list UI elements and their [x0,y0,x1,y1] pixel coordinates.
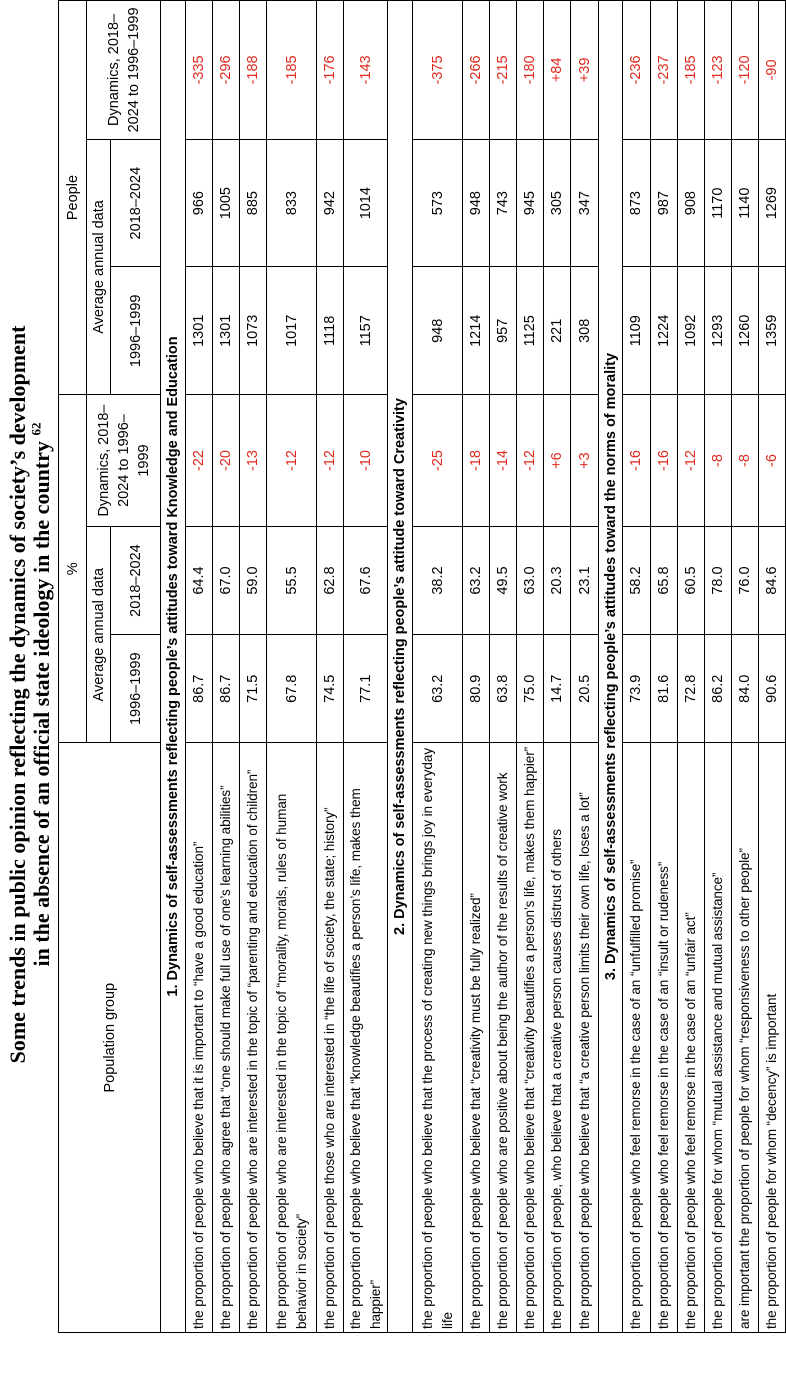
people-period2-cell: 347 [571,139,598,267]
percent-period1-cell: 84.0 [731,635,758,743]
people-period1-cell: 1109 [623,267,650,395]
people-period1-cell: 221 [544,267,571,395]
table-row [212,1,239,1333]
percent-period2-cell: 67.0 [212,526,239,634]
population-group-cell: the proportion of people who believe that “creativity must be fully realized” [463,743,490,1333]
people-period1-cell: 1359 [758,267,785,395]
people-dynamics-cell: +39 [571,1,598,140]
percent-period1-cell: 77.1 [344,635,388,743]
people-period1-cell: 1293 [704,267,731,395]
percent-dynamics-cell: -16 [650,395,677,527]
table-body [161,1,786,1333]
percent-period2-cell: 49.5 [490,526,517,634]
population-group-cell: the proportion of people for whom “decency” is important [758,743,785,1333]
percent-dynamics-cell: -14 [490,395,517,527]
people-dynamics-cell: -143 [344,1,388,140]
table-row [344,1,388,1333]
percent-period2-cell: 84.6 [758,526,785,634]
percent-period1-cell: 81.6 [650,635,677,743]
people-period2-cell: 573 [413,139,463,267]
people-dynamics-cell: -266 [463,1,490,140]
people-period2-cell: 1005 [212,139,239,267]
table-row [517,1,544,1333]
table-row [463,1,490,1333]
percent-average-annual-header: Average annual data [87,526,111,742]
section-title: 1. Dynamics of self-assessments reflecting people’s attitudes toward Knowledge and Education [161,1,186,1333]
percent-header: % [59,395,87,743]
population-group-cell: the proportion of people who believe that “creativity beautifies a person’s life, makes them happier” [517,743,544,1333]
table-row [490,1,517,1333]
population-group-cell: the proportion of people who feel remorse in the case of an “insult or rudeness” [650,743,677,1333]
people-period2-header: 2018–2024 [111,139,161,267]
percent-dynamics-cell: -13 [240,395,267,527]
table-row [185,1,212,1333]
people-period1-cell: 1214 [463,267,490,395]
percent-dynamics-cell: -25 [413,395,463,527]
percent-dynamics-cell: -12 [316,395,343,527]
percent-period2-cell: 62.8 [316,526,343,634]
people-period2-cell: 1014 [344,139,388,267]
population-group-cell: the proportion of people who believe that “a creative person limits their own life, loses a lot” [571,743,598,1333]
percent-period1-cell: 86.2 [704,635,731,743]
percent-dynamics-cell: -20 [212,395,239,527]
percent-period1-cell: 14.7 [544,635,571,743]
population-group-cell: the proportion of people who feel remorse in the case of an “unfulfilled promise” [623,743,650,1333]
people-period2-cell: 908 [677,139,704,267]
percent-period1-header: 1996–1999 [111,635,161,743]
percent-dynamics-cell: -18 [463,395,490,527]
people-dynamics-cell: -180 [517,1,544,140]
percent-period1-cell: 67.8 [267,635,317,743]
percent-period2-header: 2018–2024 [111,526,161,634]
percent-dynamics-header: Dynamics, 2018–2024 to 1996–1999 [87,395,161,527]
people-dynamics-header: Dynamics, 2018–2024 to 1996–1999 [87,1,161,140]
people-period1-cell: 1224 [650,267,677,395]
percent-dynamics-cell: -16 [623,395,650,527]
people-period2-cell: 942 [316,139,343,267]
percent-period2-cell: 67.6 [344,526,388,634]
people-dynamics-cell: -236 [623,1,650,140]
percent-period2-cell: 59.0 [240,526,267,634]
people-period2-cell: 833 [267,139,317,267]
population-group-cell: the proportion of people who are interested in the topic of “morality, morals, rules of human behavior in society” [267,743,317,1333]
percent-dynamics-cell: -8 [731,395,758,527]
percent-period2-cell: 55.5 [267,526,317,634]
section-header-row [388,1,413,1333]
table-row [623,1,650,1333]
people-period1-cell: 948 [413,267,463,395]
people-period2-cell: 987 [650,139,677,267]
percent-period2-cell: 60.5 [677,526,704,634]
people-period2-cell: 885 [240,139,267,267]
population-group-cell: the proportion of people those who are interested in “the life of society, the state; history” [316,743,343,1333]
percent-period2-cell: 78.0 [704,526,731,634]
table-row [240,1,267,1333]
population-group-header: Population group [59,743,161,1333]
section-header-row [161,1,186,1333]
percent-period1-cell: 71.5 [240,635,267,743]
percent-period2-cell: 63.0 [517,526,544,634]
people-period2-cell: 948 [463,139,490,267]
population-group-cell: the proportion of people, who believe that a creative person causes distrust of others [544,743,571,1333]
percent-period2-cell: 65.8 [650,526,677,634]
percent-dynamics-cell: -12 [677,395,704,527]
people-header: People [59,1,87,395]
footnote-marker: 62 [28,422,44,436]
population-group-cell: the proportion of people for whom “mutual assistance and mutual assistance” [704,743,731,1333]
section-title: 2. Dynamics of self-assessments reflecting people’s attitude toward Creativity [388,1,413,1333]
people-period1-cell: 1301 [185,267,212,395]
people-dynamics-cell: -185 [677,1,704,140]
people-period2-cell: 873 [623,139,650,267]
title-line-2-text: in the absence of an official state ideology in the country [29,440,54,967]
page-title [0,0,58,1389]
people-period1-cell: 308 [571,267,598,395]
people-dynamics-cell: -237 [650,1,677,140]
people-period1-cell: 1118 [316,267,343,395]
population-group-cell: the proportion of people who are positive about being the author of the results of creative work [490,743,517,1333]
people-average-annual-header: Average annual data [87,139,111,394]
title-line-2 [30,0,54,1389]
percent-period2-cell: 20.3 [544,526,571,634]
population-group-cell: are important the proportion of people for whom “responsiveness to other people” [731,743,758,1333]
percent-period1-cell: 20.5 [571,635,598,743]
percent-period1-cell: 75.0 [517,635,544,743]
population-group-cell: the proportion of people who believe that the process of creating new things brings joy in everyday life [413,743,463,1333]
table-row [758,1,785,1333]
percent-dynamics-cell: +3 [571,395,598,527]
percent-period1-cell: 73.9 [623,635,650,743]
percent-dynamics-cell: -12 [517,395,544,527]
people-dynamics-cell: -375 [413,1,463,140]
people-period1-cell: 1017 [267,267,317,395]
table-row [650,1,677,1333]
section-title: 3. Dynamics of self-assessments reflecting people’s attitudes toward the norms of morality [598,1,623,1333]
people-dynamics-cell: -90 [758,1,785,140]
percent-period1-cell: 90.6 [758,635,785,743]
population-group-cell: the proportion of people who believe that it is important to “have a good education” [185,743,212,1333]
people-period1-cell: 1125 [517,267,544,395]
table-row [731,1,758,1333]
percent-period1-cell: 63.8 [490,635,517,743]
people-dynamics-cell: -176 [316,1,343,140]
title-line-1: Some trends in public opinion reflecting the dynamics of society’s development [5,325,30,1064]
table-row [571,1,598,1333]
percent-dynamics-cell: -12 [267,395,317,527]
percent-period1-cell: 80.9 [463,635,490,743]
percent-period2-cell: 76.0 [731,526,758,634]
opinion-trends-table [58,0,786,1333]
people-period2-cell: 305 [544,139,571,267]
table-row [413,1,463,1333]
people-period1-cell: 1157 [344,267,388,395]
people-period1-header: 1996–1999 [111,267,161,395]
section-header-row [598,1,623,1333]
percent-period1-cell: 74.5 [316,635,343,743]
people-period1-cell: 1260 [731,267,758,395]
people-period2-cell: 1170 [704,139,731,267]
people-dynamics-cell: +84 [544,1,571,140]
population-group-cell: the proportion of people who are interested in the topic of “parenting and education of children” [240,743,267,1333]
people-period1-cell: 1073 [240,267,267,395]
people-period2-cell: 1269 [758,139,785,267]
people-dynamics-cell: -296 [212,1,239,140]
people-dynamics-cell: -188 [240,1,267,140]
people-period1-cell: 957 [490,267,517,395]
people-period1-cell: 1301 [212,267,239,395]
people-dynamics-cell: -215 [490,1,517,140]
table-row [544,1,571,1333]
percent-period1-cell: 86.7 [212,635,239,743]
population-group-cell: the proportion of people who believe that “knowledge beautifies a person’s life, makes them happier” [344,743,388,1333]
table-row [677,1,704,1333]
percent-period1-cell: 63.2 [413,635,463,743]
people-dynamics-cell: -335 [185,1,212,140]
percent-period2-cell: 38.2 [413,526,463,634]
percent-dynamics-cell: -22 [185,395,212,527]
people-dynamics-cell: -120 [731,1,758,140]
people-dynamics-cell: -185 [267,1,317,140]
people-period2-cell: 966 [185,139,212,267]
percent-dynamics-cell: -6 [758,395,785,527]
percent-period1-cell: 86.7 [185,635,212,743]
table-row [704,1,731,1333]
percent-dynamics-cell: -10 [344,395,388,527]
table-row [316,1,343,1333]
population-group-cell: the proportion of people who feel remorse in the case of an “unfair act” [677,743,704,1333]
people-period2-cell: 945 [517,139,544,267]
percent-dynamics-cell: +6 [544,395,571,527]
percent-period2-cell: 64.4 [185,526,212,634]
percent-period2-cell: 63.2 [463,526,490,634]
percent-period1-cell: 72.8 [677,635,704,743]
people-period2-cell: 743 [490,139,517,267]
people-period1-cell: 1092 [677,267,704,395]
percent-period2-cell: 23.1 [571,526,598,634]
population-group-cell: the proportion of people who agree that “one should make full use of one’s learning abilities” [212,743,239,1333]
percent-period2-cell: 58.2 [623,526,650,634]
percent-dynamics-cell: -8 [704,395,731,527]
people-dynamics-cell: -123 [704,1,731,140]
table-row [267,1,317,1333]
people-period2-cell: 1140 [731,139,758,267]
